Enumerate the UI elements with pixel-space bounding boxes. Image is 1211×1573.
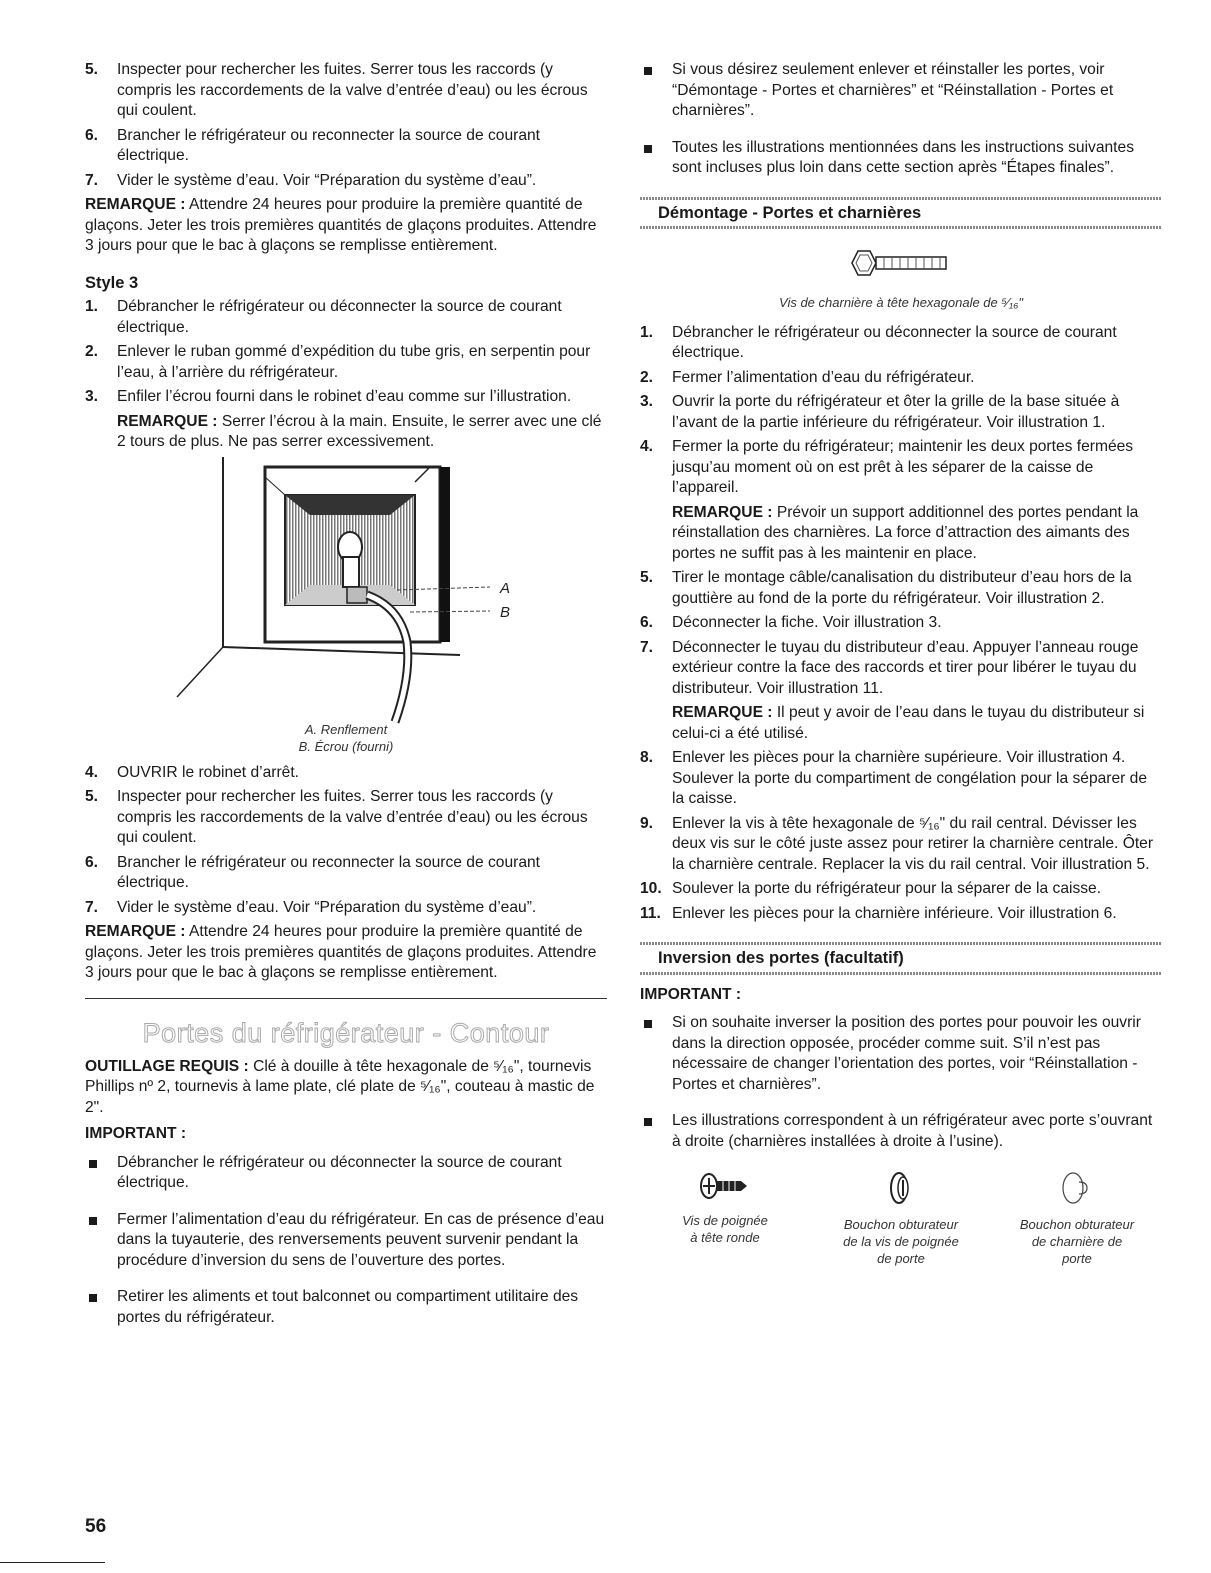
step-number: 2. xyxy=(640,368,654,386)
step-number: 7. xyxy=(640,638,654,656)
remark-label: REMARQUE : xyxy=(672,503,773,521)
part-caption xyxy=(992,1216,1162,1267)
step-text: OUVRIR le robinet d’arrêt. xyxy=(117,763,299,781)
step-text: Vider le système d’eau. Voir “Préparation du système d’eau”. xyxy=(117,171,537,189)
step-text: Débrancher le réfrigérateur ou déconnecter la source de courant électrique. xyxy=(672,323,1117,361)
disassembly-steps xyxy=(640,323,1162,925)
steps-list-b xyxy=(85,297,607,453)
step-text: Inspecter pour rechercher les fuites. Serrer tous les raccords (y compris les raccordements de la valve d’entrée d’eau) ou les écrous qui coulent. xyxy=(117,788,588,846)
caption-line: de porte xyxy=(877,1251,925,1266)
list-item: Les illustrations correspondent à un réfrigérateur avec porte s’ouvrant à droite (charnières installées à droite à l’usine). xyxy=(640,1111,1162,1152)
remark xyxy=(85,195,607,257)
remark-text: Serrer l’écrou à la main. Ensuite, le serrer avec une clé 2 tours de plus. Ne pas serrer excessivement. xyxy=(117,412,602,450)
list-item xyxy=(640,392,1162,433)
tools-label: OUTILLAGE REQUIS : xyxy=(85,1057,249,1075)
step-text: Soulever la porte du réfrigérateur pour la séparer de la caisse. xyxy=(672,880,1102,897)
step-number: 4. xyxy=(85,763,99,781)
water-valve-figure xyxy=(85,457,607,757)
step-text: Brancher le réfrigérateur ou reconnecter la source de courant électrique. xyxy=(117,126,540,164)
left-column xyxy=(85,60,607,1344)
remark-label: REMARQUE : xyxy=(85,196,186,213)
tools-text: Clé à douille à tête hexagonale de ⁵⁄₁₆", tournevis Phillips nº 2, tournevis à lame plate, clé plate de ⁵⁄₁₆", couteau à mastic de 2". xyxy=(85,1057,595,1116)
step-text: Déconnecter la fiche. Voir illustration 3. xyxy=(672,614,942,631)
important-bullets xyxy=(85,1153,607,1329)
intro-bullets xyxy=(640,60,1162,179)
remark-label: REMARQUE : xyxy=(85,923,186,940)
hinge-plug-icon xyxy=(1057,1168,1097,1208)
water-valve-illustration xyxy=(85,457,607,727)
step-number: 6. xyxy=(640,614,654,631)
step-text: Enlever les pièces pour la charnière supérieure. Voir illustration 4. Soulever la porte du compartiment de congélation pour la séparer de la caisse. xyxy=(672,749,1148,807)
parts-row xyxy=(640,1168,1162,1267)
step-number: 5. xyxy=(640,569,654,586)
step-number: 5. xyxy=(85,788,99,805)
step-number: 3. xyxy=(85,388,99,405)
tools-required xyxy=(85,1057,607,1119)
step-text: Déconnecter le tuyau du distributeur d’eau. Appuyer l’anneau rouge extérieur contre la face des raccords et tirer pour libérer le tuyau du distributeur. Voir illustration 11. xyxy=(672,638,1139,697)
list-item xyxy=(640,368,1162,389)
step-text: Débrancher le réfrigérateur ou déconnecter la source de courant électrique. xyxy=(117,298,562,336)
list-item xyxy=(85,297,607,338)
list-item: Retirer les aliments et tout balconnet ou compartiment utilitaire des portes du réfrigérateur. xyxy=(85,1287,607,1328)
list-item xyxy=(85,763,607,784)
list-item xyxy=(85,342,607,383)
list-item xyxy=(640,748,1162,810)
remark-text: Prévoir un support additionnel des portes pendant la réinstallation des charnières. La force d’attraction des aimants des portes ne suffit pas à les maintenir en place. xyxy=(672,503,1139,562)
list-item xyxy=(640,323,1162,364)
list-item xyxy=(640,613,1162,634)
list-item xyxy=(640,638,1162,745)
steps-list-a xyxy=(85,60,607,191)
step-text: Enlever le ruban gommé d’expédition du tube gris, en serpentin pour l’eau, à l’arrière du réfrigérateur. xyxy=(117,343,591,381)
step-number: 11. xyxy=(640,904,661,922)
label-b: B xyxy=(500,603,511,621)
step-text: Vider le système d’eau. Voir “Préparation du système d’eau”. xyxy=(117,898,537,916)
footer-rule xyxy=(0,1562,105,1563)
list-item xyxy=(640,879,1162,900)
list-item xyxy=(85,898,607,919)
list-item xyxy=(640,904,1162,925)
list-item xyxy=(640,814,1162,876)
hex-screw-icon xyxy=(846,243,956,283)
figure-caption xyxy=(85,721,607,755)
caption-line: Vis de poignée xyxy=(682,1213,768,1228)
important-label: IMPORTANT : xyxy=(640,985,742,1003)
caption-line: de la vis de poignée xyxy=(843,1234,959,1249)
right-column xyxy=(640,60,1162,1267)
step-text: Enfiler l’écrou fourni dans le robinet d’eau comme sur l’illustration. xyxy=(117,388,572,405)
list-item xyxy=(85,853,607,894)
step-number: 10. xyxy=(640,880,662,897)
hinge-screw-figure xyxy=(640,243,1162,311)
list-item xyxy=(85,787,607,849)
caption-line: porte xyxy=(1062,1251,1092,1266)
part-handle-screw-plug xyxy=(816,1168,986,1267)
step-text: Fermer l’alimentation d’eau du réfrigérateur. xyxy=(672,368,975,386)
step-text: Enlever les pièces pour la charnière inférieure. Voir illustration 6. xyxy=(672,904,1117,922)
caption-line: à tête ronde xyxy=(690,1230,760,1245)
list-item: Débrancher le réfrigérateur ou déconnecter la source de courant électrique. xyxy=(85,1153,607,1194)
section-title: Portes du réfrigérateur - Contour xyxy=(85,998,607,1049)
remark-text: Il peut y avoir de l’eau dans le tuyau du distributeur si celui-ci a été utilisé. xyxy=(672,704,1145,742)
part-handle-screw xyxy=(640,1168,810,1267)
step-number: 6. xyxy=(85,853,99,871)
step-number: 3. xyxy=(640,393,654,410)
step-number: 7. xyxy=(85,898,99,916)
remark xyxy=(672,703,1162,744)
remark-text: Attendre 24 heures pour produire la première quantité de glaçons. Jeter les trois premières quantités de glaçons produites. Attendre 3 jours pour que le bac à glaçons se remplisse entièrement. xyxy=(85,196,597,254)
remark-label: REMARQUE : xyxy=(117,412,218,430)
list-item xyxy=(85,387,607,453)
remark xyxy=(85,922,607,984)
step-number: 2. xyxy=(85,343,99,360)
step-text: Fermer la porte du réfrigérateur; maintenir les deux portes fermées jusqu’au moment où on est prêt à les séparer de la caisse de l’appareil. xyxy=(672,438,1134,496)
style3-heading: Style 3 xyxy=(85,273,139,292)
list-item: Si vous désirez seulement enlever et réinstaller les portes, voir “Démontage - Portes et charnières” et “Réinstallation - Portes et charnières”. xyxy=(640,60,1162,122)
step-number: 9. xyxy=(640,814,654,832)
important-label: IMPORTANT : xyxy=(85,1125,187,1142)
step-number: 4. xyxy=(640,438,654,455)
step-text: Brancher le réfrigérateur ou reconnecter la source de courant électrique. xyxy=(117,853,540,891)
step-number: 1. xyxy=(85,298,99,315)
step-text: Enlever la vis à tête hexagonale de ⁵⁄₁₆" du rail central. Dévisser les deux vis sur le côté juste assez pour retirer la charnière centrale. Ôter la charnière centrale. Replacer la vis du rail central. Voir illustration 5. xyxy=(672,814,1154,873)
step-number: 7. xyxy=(85,171,99,189)
remark xyxy=(672,503,1162,565)
round-head-screw-icon xyxy=(695,1168,755,1204)
caption-line: Bouchon obturateur xyxy=(843,1217,959,1232)
remark xyxy=(117,412,607,453)
section-band-reversal: Inversion des portes (facultatif) xyxy=(640,942,1162,975)
screw-caption: Vis de charnière à tête hexagonale de ⁵⁄₁₆" xyxy=(779,294,1023,310)
caption-a: A. Renflement xyxy=(304,721,388,737)
remark-text: Attendre 24 heures pour produire la première quantité de glaçons. Jeter les trois premières quantités de glaçons produites. Attendre 3 jours pour que le bac à glaçons se remplisse entièrement. xyxy=(85,923,597,981)
list-item xyxy=(85,171,607,192)
step-number: 8. xyxy=(640,749,654,766)
step-text: Ouvrir la porte du réfrigérateur et ôter la grille de la base située à l’avant de la partie inférieure du réfrigérateur. Voir illustration 1. xyxy=(672,393,1120,431)
remark-label: REMARQUE : xyxy=(672,704,773,721)
part-caption xyxy=(640,1212,810,1246)
list-item: Si on souhaite inverser la position des portes pour pouvoir les ouvrir dans la direction opposée, procéder comme suit. S’il n’est pas nécessaire de changer l’orientation des portes, voir “Réinstallation - Portes et charnières”. xyxy=(640,1013,1162,1095)
list-item: Fermer l’alimentation d’eau du réfrigérateur. En cas de présence d’eau dans la tuyauterie, des renversements peuvent survenir pendant la procédure d’inversion du sens de l’ouverture des portes. xyxy=(85,1210,607,1272)
list-item xyxy=(640,437,1162,564)
caption-line: de charnière de xyxy=(1031,1234,1123,1249)
list-item xyxy=(85,60,607,122)
important-bullets xyxy=(640,1013,1162,1152)
page-number: 56 xyxy=(85,1516,107,1537)
step-number: 5. xyxy=(85,61,99,78)
plug-button-icon xyxy=(881,1168,921,1208)
list-item xyxy=(640,568,1162,609)
label-a: A xyxy=(500,579,511,597)
part-hinge-plug xyxy=(992,1168,1162,1267)
steps-list-c xyxy=(85,763,607,919)
part-caption xyxy=(816,1216,986,1267)
caption-b: B. Écrou (fourni) xyxy=(298,738,394,754)
list-item: Toutes les illustrations mentionnées dans les instructions suivantes sont incluses plus loin dans cette section après “Étapes finales”. xyxy=(640,138,1162,179)
step-text: Tirer le montage câble/canalisation du distributeur d’eau hors de la gouttière au fond de la porte du réfrigérateur. Voir illustration 2. xyxy=(672,569,1132,607)
step-number: 6. xyxy=(85,126,99,144)
step-text: Inspecter pour rechercher les fuites. Serrer tous les raccords (y compris les raccordements de la valve d’entrée d’eau) ou les écrous qui coulent. xyxy=(117,61,588,119)
step-number: 1. xyxy=(640,323,654,341)
list-item xyxy=(85,126,607,167)
section-band-disassembly: Démontage - Portes et charnières xyxy=(640,197,1162,230)
caption-line: Bouchon obturateur xyxy=(1019,1217,1135,1232)
